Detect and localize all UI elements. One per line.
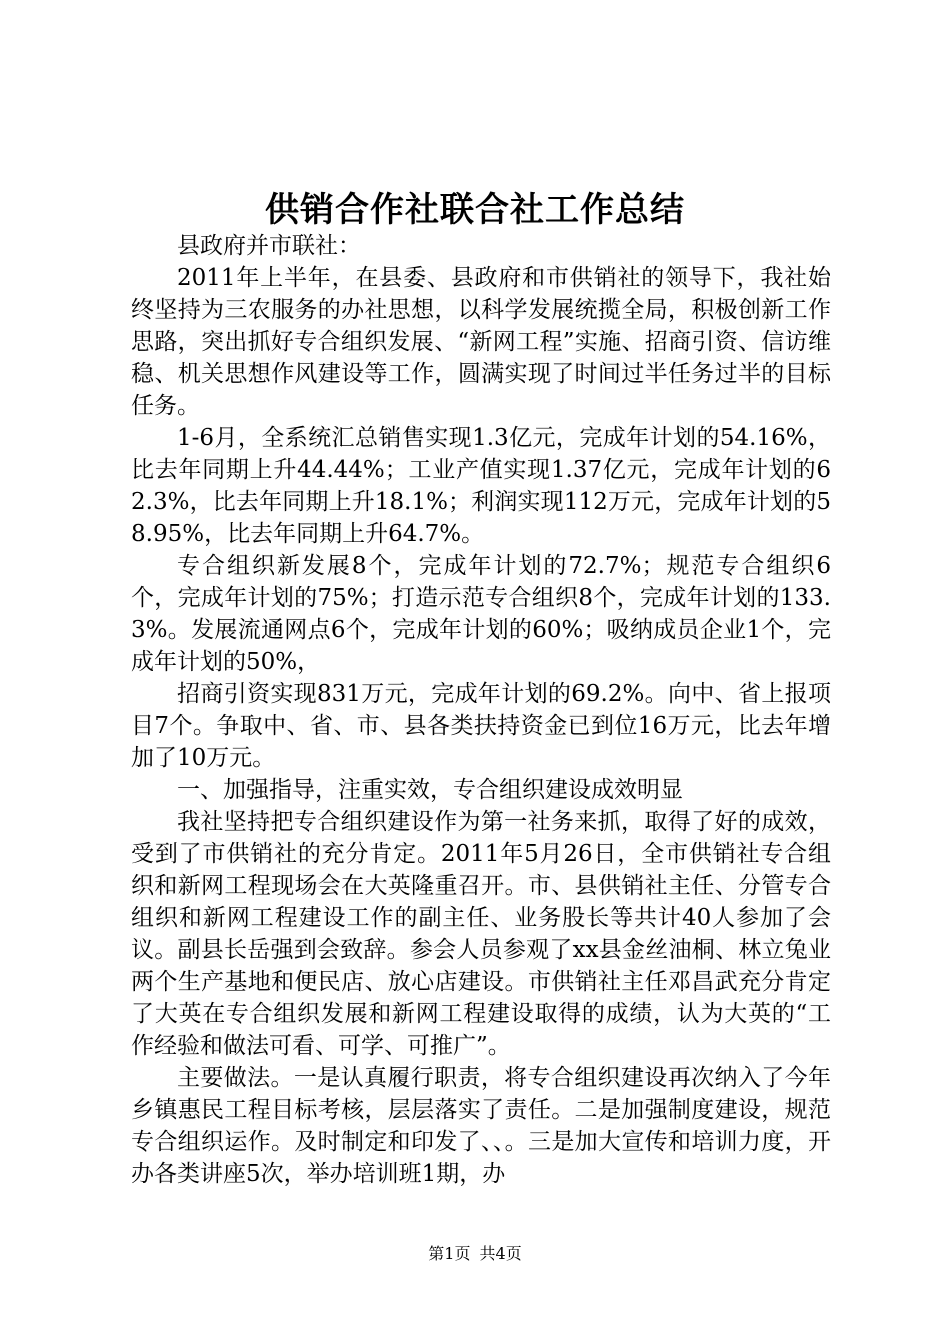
salutation: 县政府并市联社： (177, 233, 361, 259)
paragraph-summary: 2011年上半年，在县委、县政府和市供销社的领导下，我社始终坚持为三农服务的办社思想，以科学发展统揽全局，积极创新工作思路，突出抓好专合组织发展、“新网工程”实施、招商引资、信访维稳、机关思想作风建设等工作，圆满实现了时间过半任务过半的目标任务。 (131, 265, 831, 419)
paragraph-sales-figures: 1-6月，全系统汇总销售实现1.3亿元，完成年计划的54.16%，比去年同期上升44.44%；工业产值实现1.37亿元，完成年计划的62.3%，比去年同期上升18.1%；利润实现112万元，完成年计划的58.95%，比去年同期上升64.7%。 (131, 425, 831, 547)
page-number: 第1页 (428, 1244, 471, 1263)
paragraph-meeting: 我社坚持把专合组织建设作为第一社务来抓，取得了好的成效，受到了市供销社的充分肯定。2011年5月26日，全市供销社专合组织和新网工程现场会在大英隆重召开。市、县供销社主任、分管专合组织和新网工程建设工作的副主任、业务股长等共计40人参加了会议。副县长岳强到会致辞。参会人员参观了xx县金丝油桐、林立兔业两个生产基地和便民店、放心店建设。市供销社主任邓昌武充分肯定了大英在专合组织发展和新网工程建设取得的成绩，认为大英的“工作经验和做法可看、可学、可推广”。 (131, 809, 831, 1059)
section-heading-1: 一、加强指导，注重实效，专合组织建设成效明显 (177, 777, 683, 803)
page-total: 共4页 (479, 1244, 522, 1263)
document-title: 供销合作社联合社工作总结 (265, 190, 685, 230)
document-body (131, 230, 831, 1190)
paragraph-main-practices: 主要做法。一是认真履行职责，将专合组织建设再次纳入了今年乡镇惠民工程目标考核，层层落实了责任。二是加强制度建设，规范专合组织运作。及时制定和印发了、、。三是加大宣传和培训力度，开办各类讲座5次，举办培训班1期，办 (131, 1065, 831, 1187)
page-footer (0, 1244, 950, 1264)
paragraph-investment: 招商引资实现831万元，完成年计划的69.2%。向中、省上报项目7个。争取中、省、市、县各类扶持资金已到位16万元，比去年增加了10万元。 (131, 681, 831, 771)
paragraph-cooperatives: 专合组织新发展8个，完成年计划的72.7%；规范专合组织6个，完成年计划的75%；打造示范专合组织8个，完成年计划的133.3%。发展流通网点6个，完成年计划的60%；吸纳成员企业1个，完成年计划的50%， (131, 553, 831, 675)
